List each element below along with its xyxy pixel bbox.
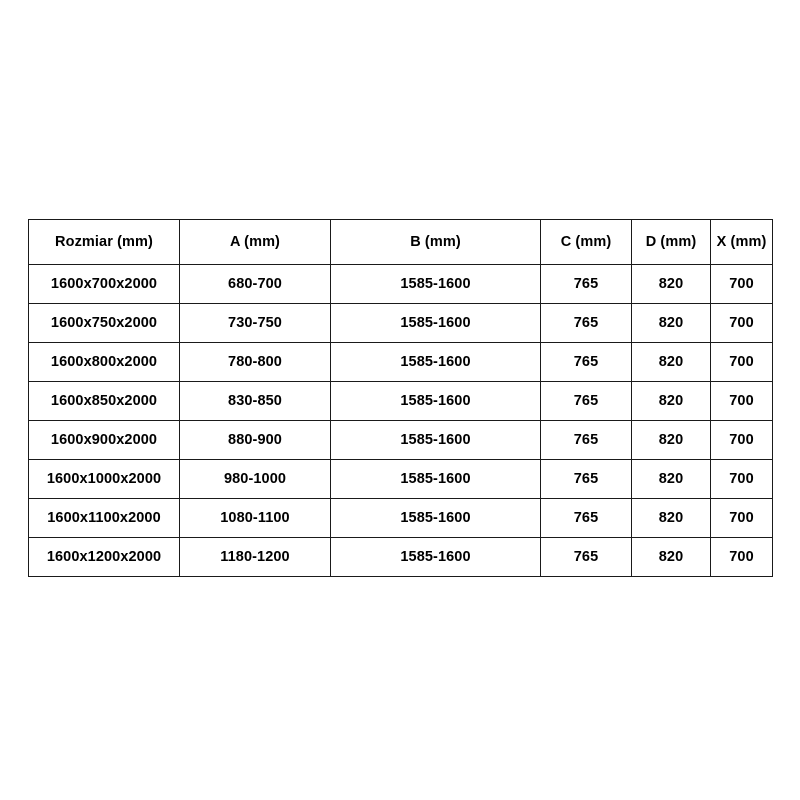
cell-d: 820 [632,421,711,460]
table-row [29,538,773,577]
cell-d: 820 [632,499,711,538]
cell-b: 1585-1600 [331,265,541,304]
cell-size: 1600x700x2000 [29,265,180,304]
cell-c: 765 [541,538,632,577]
cell-size: 1600x1100x2000 [29,499,180,538]
cell-x: 700 [711,343,773,382]
cell-d: 820 [632,538,711,577]
cell-x: 700 [711,382,773,421]
cell-d: 820 [632,265,711,304]
table-row [29,304,773,343]
cell-b: 1585-1600 [331,538,541,577]
cell-c: 765 [541,382,632,421]
table-header [29,220,773,265]
column-header-size: Rozmiar (mm) [29,220,180,265]
cell-a: 780-800 [180,343,331,382]
table-header-row [29,220,773,265]
column-header-b: B (mm) [331,220,541,265]
table-row [29,343,773,382]
cell-d: 820 [632,382,711,421]
cell-a: 730-750 [180,304,331,343]
table-row [29,499,773,538]
cell-b: 1585-1600 [331,499,541,538]
cell-c: 765 [541,343,632,382]
dimensions-table [28,219,773,577]
cell-size: 1600x900x2000 [29,421,180,460]
column-header-d: D (mm) [632,220,711,265]
cell-c: 765 [541,499,632,538]
cell-d: 820 [632,304,711,343]
column-header-a: A (mm) [180,220,331,265]
table-row [29,460,773,499]
cell-b: 1585-1600 [331,343,541,382]
cell-x: 700 [711,265,773,304]
column-header-x: X (mm) [711,220,773,265]
table-row [29,382,773,421]
cell-c: 765 [541,421,632,460]
cell-x: 700 [711,499,773,538]
table-row [29,265,773,304]
cell-a: 980-1000 [180,460,331,499]
column-header-c: C (mm) [541,220,632,265]
cell-b: 1585-1600 [331,460,541,499]
table-row [29,421,773,460]
cell-x: 700 [711,460,773,499]
cell-b: 1585-1600 [331,421,541,460]
cell-c: 765 [541,460,632,499]
cell-d: 820 [632,460,711,499]
cell-size: 1600x750x2000 [29,304,180,343]
table-body [29,265,773,577]
cell-size: 1600x1200x2000 [29,538,180,577]
cell-a: 830-850 [180,382,331,421]
cell-x: 700 [711,538,773,577]
cell-size: 1600x850x2000 [29,382,180,421]
cell-c: 765 [541,304,632,343]
cell-d: 820 [632,343,711,382]
cell-a: 880-900 [180,421,331,460]
cell-size: 1600x1000x2000 [29,460,180,499]
cell-size: 1600x800x2000 [29,343,180,382]
cell-b: 1585-1600 [331,304,541,343]
cell-c: 765 [541,265,632,304]
cell-a: 1080-1100 [180,499,331,538]
cell-x: 700 [711,421,773,460]
cell-x: 700 [711,304,773,343]
dimensions-table-container [28,219,772,577]
cell-b: 1585-1600 [331,382,541,421]
cell-a: 680-700 [180,265,331,304]
cell-a: 1180-1200 [180,538,331,577]
